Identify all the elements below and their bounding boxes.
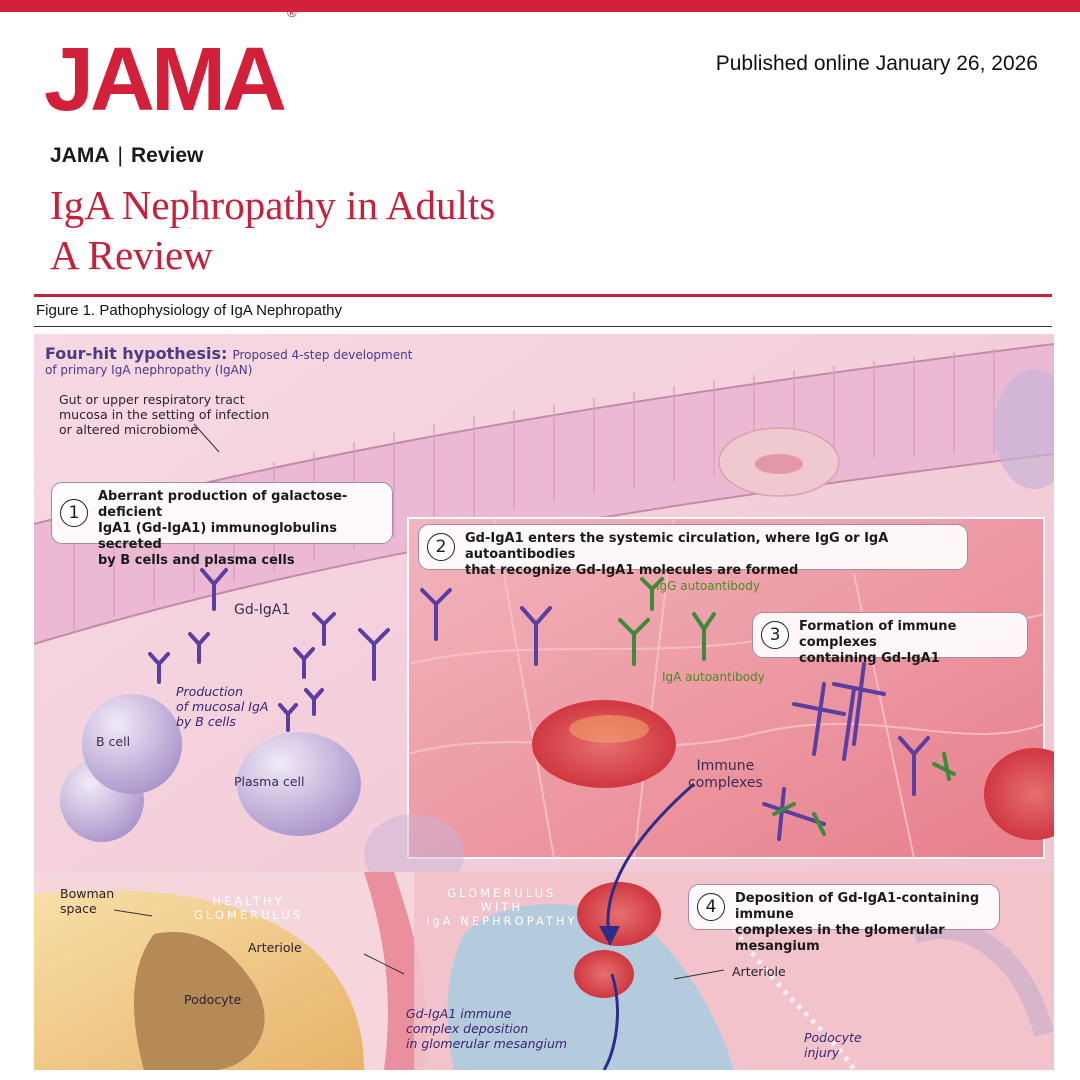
bowman-space-line: space bbox=[60, 901, 97, 916]
arteriole-left-label: Arteriole bbox=[248, 940, 302, 955]
immune-complexes-label bbox=[688, 758, 763, 792]
red-blood-cell bbox=[532, 700, 676, 788]
immune-complexes-line: Immune bbox=[696, 758, 755, 774]
production-label-line: Production bbox=[176, 684, 243, 699]
podocyte-injury-line: Podocyte bbox=[804, 1030, 862, 1045]
article-subtitle: A Review bbox=[50, 232, 213, 278]
caption-divider bbox=[34, 326, 1052, 327]
production-label-line: by B cells bbox=[176, 714, 236, 729]
production-label bbox=[176, 684, 268, 729]
pathophysiology-figure bbox=[34, 334, 1054, 1070]
plasma-cell-label: Plasma cell bbox=[234, 774, 305, 789]
mucosa-label-line: Gut or upper respiratory tract bbox=[59, 392, 245, 407]
mucosa-label-line: or altered microbiome bbox=[59, 422, 198, 437]
healthy-glomerulus-line: GLOMERULUS bbox=[194, 908, 304, 922]
gd-iga1-label: Gd-IgA1 bbox=[234, 602, 291, 618]
step-2-line: that recognize Gd-IgA1 molecules are formed bbox=[465, 563, 799, 578]
igg-autoantibody-label: IgG autoantibody bbox=[656, 579, 760, 593]
step-3-line: containing Gd-IgA1 bbox=[799, 651, 940, 666]
bowman-space-label bbox=[60, 886, 114, 916]
glomerulus-igan-label bbox=[426, 886, 578, 928]
step-3-line: Formation of immune complexes bbox=[799, 619, 957, 650]
registered-mark: ® bbox=[287, 5, 297, 20]
hypothesis-title: Four-hit hypothesis: bbox=[45, 344, 228, 363]
mucosa-label bbox=[59, 392, 269, 437]
bowman-space-line: Bowman bbox=[60, 886, 115, 901]
step-3-box bbox=[752, 612, 1028, 666]
step-4-number: 4 bbox=[697, 893, 725, 921]
step-2-number: 2 bbox=[427, 533, 455, 561]
healthy-glomerulus-line: HEALTHY bbox=[212, 894, 285, 908]
mucosa-label-line: mucosa in the setting of infection bbox=[59, 407, 270, 422]
title-divider bbox=[34, 294, 1052, 297]
step-4-line: complexes in the glomerular mesangium bbox=[735, 923, 945, 954]
hypothesis-desc-1: Proposed 4-step development bbox=[232, 348, 413, 362]
article-title: IgA Nephropathy in Adults bbox=[50, 182, 496, 228]
step-1-line: by B cells and plasma cells bbox=[98, 553, 295, 568]
figure-caption: Figure 1. Pathophysiology of IgA Nephropathy bbox=[36, 302, 343, 319]
glomerulus-igan-line: IgA NEPHROPATHY bbox=[426, 914, 578, 928]
journal-name: JAMA bbox=[50, 144, 110, 167]
step-1-box bbox=[51, 482, 393, 568]
article-type: Review bbox=[130, 144, 204, 167]
hypothesis-header bbox=[45, 344, 412, 377]
step-4-box bbox=[688, 884, 1000, 954]
healthy-glomerulus-label bbox=[194, 894, 303, 922]
hypothesis-desc-2: of primary IgA nephropathy (IgAN) bbox=[45, 363, 253, 377]
deposition-label bbox=[406, 1006, 567, 1051]
step-1-line: Aberrant production of galactose-deficient bbox=[98, 489, 348, 520]
logo-text: JAMA bbox=[44, 30, 284, 130]
immune-complexes-line: complexes bbox=[688, 775, 763, 791]
section-separator: | bbox=[117, 144, 123, 167]
step-1-line: IgA1 (Gd-IgA1) immunoglobulins secreted bbox=[98, 521, 337, 552]
step-2-box bbox=[418, 524, 968, 578]
b-cell-label: B cell bbox=[96, 734, 131, 749]
glomerulus-igan-line: WITH bbox=[480, 900, 523, 914]
step-1-number: 1 bbox=[60, 499, 88, 527]
article-section bbox=[50, 144, 203, 168]
top-brand-bar bbox=[0, 0, 1080, 12]
iga-autoantibody-label: IgA autoantibody bbox=[662, 670, 765, 684]
deposition-label-line: Gd-IgA1 immune bbox=[406, 1006, 512, 1021]
production-label-line: of mucosal IgA bbox=[176, 699, 269, 714]
deposition-label-line: in glomerular mesangium bbox=[406, 1036, 568, 1051]
step-4-line: Deposition of Gd-IgA1-containing immune bbox=[735, 891, 980, 922]
glomerulus-igan-line: GLOMERULUS bbox=[447, 886, 557, 900]
step-3-number: 3 bbox=[761, 621, 789, 649]
podocyte-injury-label bbox=[804, 1030, 862, 1060]
deposition-label-line: complex deposition bbox=[406, 1021, 529, 1036]
podocyte-label: Podocyte bbox=[184, 992, 242, 1007]
podocyte-injury-line: injury bbox=[804, 1045, 840, 1060]
arteriole-right-label: Arteriole bbox=[732, 964, 786, 979]
jama-logo[interactable] bbox=[44, 5, 297, 130]
publication-date: Published online January 26, 2026 bbox=[715, 52, 1038, 75]
step-2-line: Gd-IgA1 enters the systemic circulation, where IgG or IgA autoantibodies bbox=[465, 531, 889, 562]
